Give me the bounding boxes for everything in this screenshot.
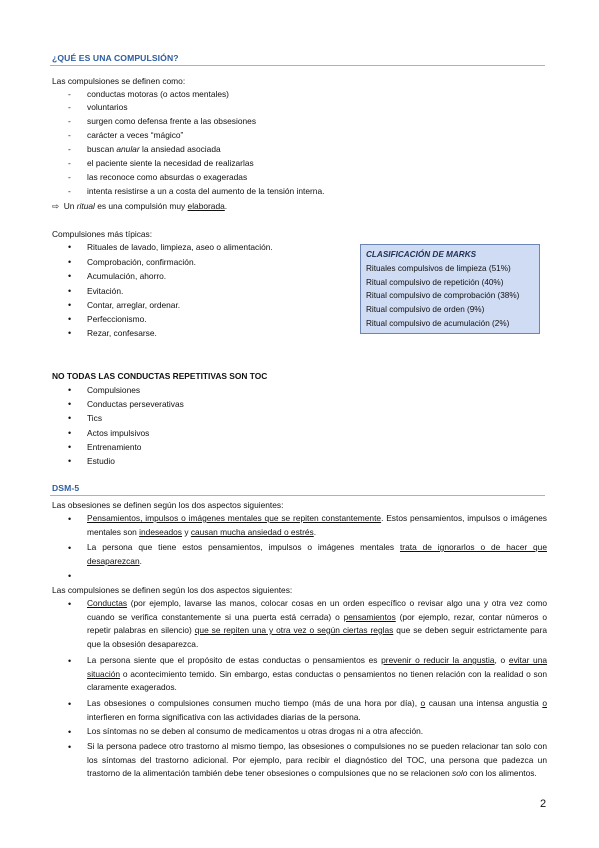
list-item: Entrenamiento <box>87 442 142 452</box>
section-rule <box>50 495 545 496</box>
list-item: Perfeccionismo. <box>87 314 147 324</box>
bullet: • <box>68 286 72 296</box>
list-item: buscan anular la ansiedad asociada <box>87 144 221 154</box>
compulsion-criterion-2: La persona siente que el propósito de estas conductas o pensamientos es prevenir o reducir la angustia, o evitar una situación o acontecimiento temido. Sin embargo, estas conductas o pensamientos no tienen relación con la realidad o son claramente exagerados. <box>87 655 548 692</box>
marks-row: Ritual compulsivo de comprobación (38%) <box>366 291 520 301</box>
compulsion-criterion-4: Los síntomas no se deben al consumo de medicamentos u otras drogas ni a otra afección. <box>87 726 424 736</box>
compulsion-criterion-1: Conductas (por ejemplo, lavarse las manos, colocar cosas en un orden específico o revisar algo una y otra vez como cuando se verifica constantemente si una puerta está cerrada) o pensamientos (por ejemplo, rezar, contar números o repetir palabras en silencio) que se repiten una y otra vez o según ciertas reglas que se deben seguir estrictamente para que la obsesión desaparezca. <box>87 598 548 649</box>
list-item: Acumulación, ahorro. <box>87 271 167 281</box>
obsession-criterion-2: La persona que tiene estos pensamientos, impulsos o imágenes mentales trata de ignorarlos o de hacer que desaparezcan. <box>87 542 547 566</box>
arrow-icon: ⇨ <box>52 201 60 211</box>
list-item: surgen como defensa frente a las obsesiones <box>87 116 257 126</box>
list-item: las reconoce como absurdas o exageradas <box>87 172 248 182</box>
bullet: • <box>68 242 72 252</box>
bullet: • <box>68 314 72 324</box>
list-item: voluntarios <box>87 102 128 112</box>
bullet: • <box>68 742 72 752</box>
section-title-dsm5: DSM-5 <box>52 483 80 493</box>
list-item: Contar, arreglar, ordenar. <box>87 300 181 310</box>
section-rule <box>50 65 545 66</box>
bullet: • <box>68 543 72 553</box>
compulsion-intro: Las compulsiones se definen como: <box>52 76 186 86</box>
bullet: • <box>68 300 72 310</box>
list-item: Evitación. <box>87 286 124 296</box>
list-item: Conductas perseverativas <box>87 399 184 409</box>
list-item: el paciente siente la necesidad de realizarlas <box>87 158 254 168</box>
obsessions-intro: Las obsesiones se definen según los dos aspectos siguientes: <box>52 500 284 510</box>
dash-marker: - <box>68 172 71 182</box>
marks-row: Ritual compulsivo de repetición (40%) <box>366 277 504 287</box>
obsession-criterion-1: Pensamientos, impulsos o imágenes mentales que se repiten constantemente. Estos pensamientos, impulsos o imágenes mentales son indeseados y causan mucha ansiedad o estrés. <box>87 513 547 537</box>
list-item: Tics <box>87 413 103 423</box>
list-item: Actos impulsivos <box>87 428 150 438</box>
bullet: • <box>68 413 72 423</box>
list-item: Estudio <box>87 456 115 466</box>
page-number: 2 <box>540 798 547 810</box>
marks-row: Ritual compulsivo de orden (9%) <box>366 305 485 315</box>
bullet: • <box>68 428 72 438</box>
dash-marker: - <box>68 89 71 99</box>
dash-marker: - <box>68 158 71 168</box>
typicals-title: Compulsiones más típicas: <box>52 229 153 239</box>
list-item: Rezar, confesarse. <box>87 328 157 338</box>
bullet: • <box>68 328 72 338</box>
compulsion-criterion-3: Las obsesiones o compulsiones consumen mucho tiempo (más de una hora por día), o causan una intensa angustia o interfieren en forma significativa con las actividades diarias de la persona. <box>87 698 548 722</box>
dash-marker: - <box>68 144 71 154</box>
repetitive-title: NO TODAS LAS CONDUCTAS REPETITIVAS SON TOC <box>52 371 268 381</box>
bullet: • <box>68 257 72 267</box>
bullet: • <box>68 699 72 709</box>
bullet-empty: • <box>68 571 72 581</box>
list-item: Comprobación, confirmación. <box>87 257 196 267</box>
marks-title: CLASIFICACIÓN DE MARKS <box>366 250 477 259</box>
bullet: • <box>68 599 72 609</box>
bullet: • <box>68 514 72 524</box>
list-item: carácter a veces “mágico” <box>87 130 184 140</box>
ritual-note: ⇨ Un ritual es una compulsión muy elaborada. <box>52 201 228 211</box>
marks-row: Rituales compulsivos de limpieza (51%) <box>366 263 511 273</box>
bullet: • <box>68 727 72 737</box>
bullet: • <box>68 271 72 281</box>
bullet: • <box>68 456 72 466</box>
bullet: • <box>68 399 72 409</box>
list-item: Rituales de lavado, limpieza, aseo o alimentación. <box>87 242 273 252</box>
bullet: • <box>68 656 72 666</box>
list-item: conductas motoras (o actos mentales) <box>87 89 229 99</box>
marks-classification-box <box>360 244 540 334</box>
marks-row: Ritual compulsivo de acumulación (2%) <box>366 318 510 328</box>
bullet: • <box>68 442 72 452</box>
section-title-compulsion: ¿QUÉ ES UNA COMPULSIÓN? <box>52 53 179 63</box>
list-item: intenta resistirse a un a costa del aumento de la tensión interna. <box>87 186 325 196</box>
dash-marker: - <box>68 186 71 196</box>
list-item: Compulsiones <box>87 385 141 395</box>
compulsions-intro: Las compulsiones se definen según los dos aspectos siguientes: <box>52 585 293 595</box>
compulsion-criterion-5: Si la persona padece otro trastorno al mismo tiempo, las obsesiones o compulsiones no se pueden relacionar tan solo con los síntomas del trastorno adicional. Por ejemplo, para recibir el diagnóstico del TOC, una persona que padezca un trastorno de la alimentación también debe tener obsesiones o compulsiones que no se relacionen solo con los alimentos. <box>87 741 547 778</box>
dash-marker: - <box>68 102 71 112</box>
dash-marker: - <box>68 130 71 140</box>
dash-marker: - <box>68 116 71 126</box>
bullet: • <box>68 385 72 395</box>
